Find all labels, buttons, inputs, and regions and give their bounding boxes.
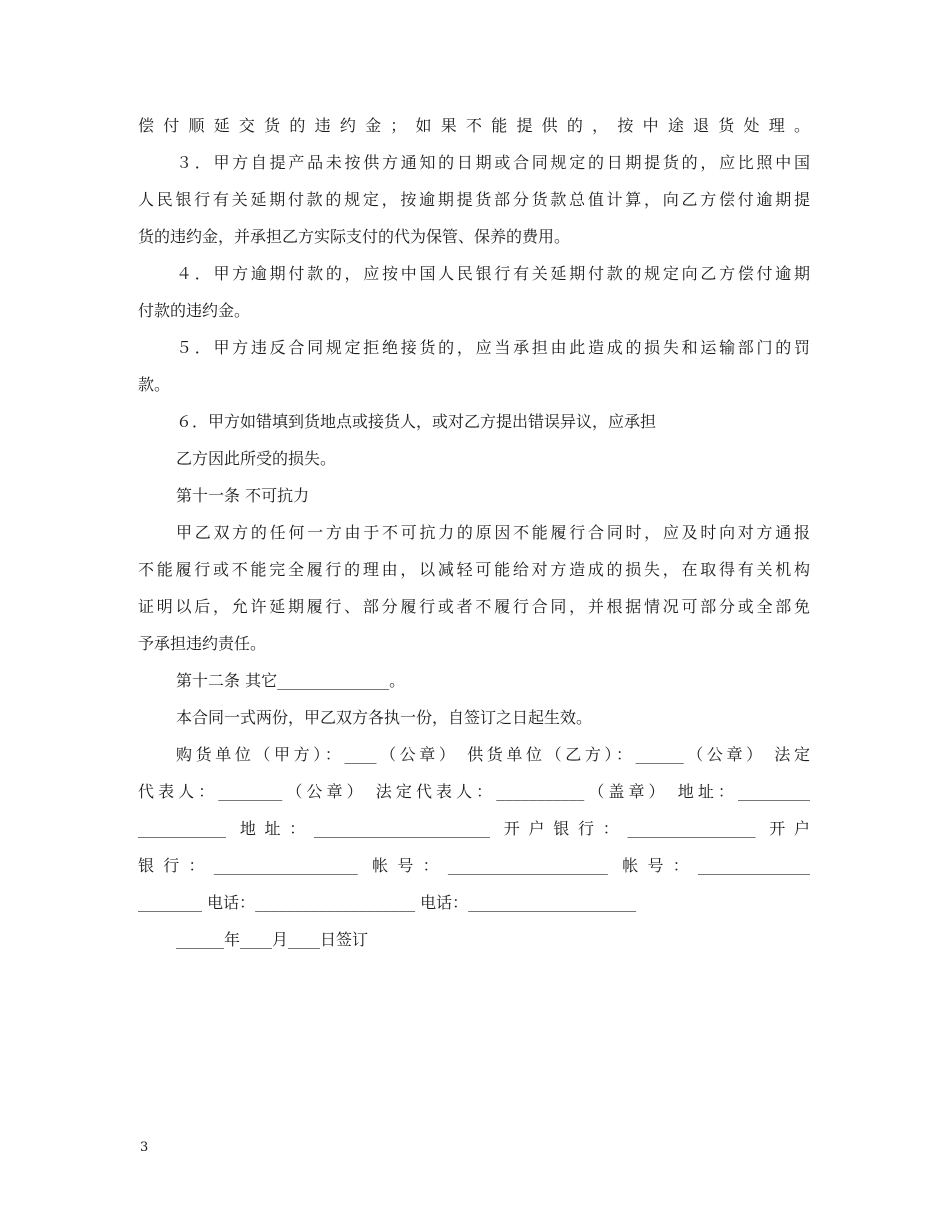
- signature-line: 购货单位（甲方）：____（公章） 供货单位（乙方）：______（公章） 法定: [176, 745, 810, 764]
- paragraph-line: 证明以后，允许延期履行、部分履行或者不履行合同，并根据情况可部分或全部免: [138, 597, 810, 616]
- paragraph-line: ３．甲方自提产品未按供方通知的日期或合同规定的日期提货的，应比照中国: [176, 153, 810, 172]
- paragraph-line: 款。: [138, 375, 171, 394]
- paragraph-line: ５．甲方违反合同规定拒绝接货的，应当承担由此造成的损失和运输部门的罚: [176, 338, 810, 357]
- paragraph-line: ６．甲方如错填到货地点或接货人，或对乙方提出错误异议，应承担: [176, 412, 657, 431]
- signature-line: 代表人：________（公章） 法定代表人：___________（盖章） 地址：_________: [138, 782, 810, 801]
- section-heading: 第十一条 不可抗力: [176, 486, 310, 505]
- paragraph-line: ４．甲方逾期付款的，应按中国人民银行有关延期付款的规定向乙方偿付逾期: [176, 264, 810, 283]
- paragraph-line: 甲乙双方的任何一方由于不可抗力的原因不能履行合同时，应及时向对方通报: [176, 523, 810, 542]
- document-body: [138, 116, 810, 967]
- signature-line: ___________ 地址：______________________ 开户银行：________________ 开户: [138, 819, 810, 838]
- section-heading: 第十二条 其它______________。: [176, 671, 406, 690]
- page-number: 3: [140, 1140, 149, 1155]
- paragraph-line: 乙方因此所受的损失。: [176, 449, 337, 468]
- paragraph-line: 本合同一式两份，甲乙双方各执一份，自签订之日起生效。: [176, 708, 593, 727]
- paragraph-line: 不能履行或不能完全履行的理由，以减轻可能给对方造成的损失，在取得有关机构: [138, 560, 810, 579]
- signing-date-line: ______年____月____日签订: [176, 930, 369, 949]
- paragraph-line: 予承担违约责任。: [138, 634, 267, 653]
- signature-line: 银行：__________________ 帐号：____________________ 帐号：______________: [138, 856, 810, 875]
- signature-line: ________ 电话：____________________ 电话：_____________________: [138, 893, 637, 912]
- paragraph-line: 货的违约金，并承担乙方实际支付的代为保管、保养的费用。: [138, 227, 571, 246]
- paragraph-line: 偿付顺延交货的违约金；如果不能提供的，按中途退货处理。: [138, 116, 810, 135]
- paragraph-line: 付款的违约金。: [138, 301, 251, 320]
- paragraph-line: 人民银行有关延期付款的规定，按逾期提货部分货款总值计算，向乙方偿付逾期提: [138, 190, 810, 209]
